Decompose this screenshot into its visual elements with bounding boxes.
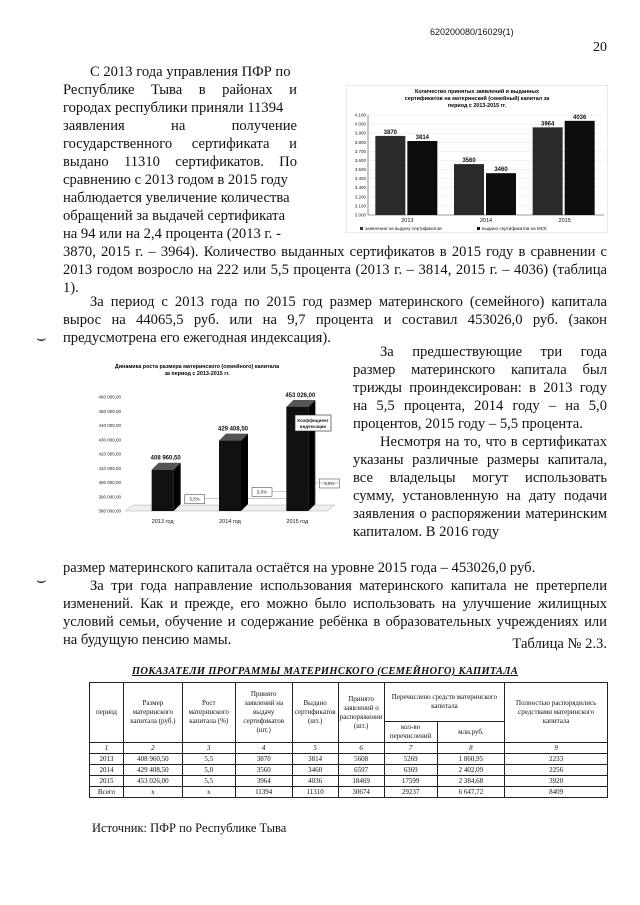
- text-block: За предшествующие три года размер материнского капитала был трижды проиндексирован: в 2013 году на 5,5 процента, 2014 году – на 5,0 процентов, 2015 году – 5,5 процента.: [353, 344, 607, 432]
- table-row: [90, 765, 608, 776]
- source-note: Источник: ПФР по Республике Тыва: [92, 821, 287, 835]
- bar-value-label: 3460: [494, 167, 508, 174]
- y-tick-label: 3.900: [354, 130, 366, 136]
- cell: 429 408,50: [123, 765, 182, 776]
- bar: [375, 136, 405, 215]
- bar: [152, 470, 174, 511]
- x-tick-label: 2013 год: [151, 519, 174, 525]
- cell: 6369: [384, 765, 437, 776]
- y-tick-label: 390 000,00: [98, 494, 121, 500]
- bar-value-label: 3870: [383, 129, 398, 136]
- x-tick-label: 2014: [479, 218, 493, 224]
- y-tick-label: 3.100: [354, 203, 366, 209]
- bar: [486, 173, 516, 215]
- cell: 18469: [338, 776, 384, 787]
- y-tick-label: 3.600: [354, 157, 366, 163]
- text-line: заявления на получение: [63, 118, 297, 134]
- text-line: обращений за выдачей сертификата: [63, 208, 286, 224]
- chart2-title-line1: Динамика роста размера материнского (семейного) капитала: [114, 364, 280, 370]
- y-tick-label: 3.700: [354, 148, 366, 154]
- bar-value-label: 3560: [462, 158, 476, 165]
- cell: 2233: [505, 754, 608, 765]
- bar: [565, 121, 595, 215]
- bar-value-label: 429 408,50: [217, 426, 249, 433]
- chart-applications-certificates: [346, 85, 608, 233]
- cell: 3814: [292, 754, 338, 765]
- x-tick-label: 2014 год: [219, 519, 241, 525]
- table-header-row: [90, 683, 608, 722]
- cell: 2015: [90, 776, 124, 787]
- bar-side: [174, 463, 181, 511]
- cell: 11310: [292, 787, 338, 798]
- cell: 2014: [90, 765, 124, 776]
- text-line: на 94 или на 2,4 процента (2013 г. -: [63, 226, 281, 242]
- cell: 5,0: [182, 765, 235, 776]
- cell: 6 647,72: [437, 787, 505, 798]
- cell: 8409: [505, 787, 608, 798]
- cell: 6597: [338, 765, 384, 776]
- text-line: государственного сертификата и: [63, 136, 297, 152]
- growth-label: 5,0%: [256, 489, 268, 495]
- bar: [454, 164, 484, 215]
- header-count: кол-во перечислений: [384, 722, 437, 743]
- cell: 3964: [235, 776, 292, 787]
- cell: 2 384,68: [437, 776, 505, 787]
- bar: [533, 127, 563, 215]
- table-number-row: [90, 743, 608, 754]
- chart1-title-line1: Количество принятых заявлений и выданных: [415, 89, 539, 95]
- cell: 29237: [384, 787, 437, 798]
- text-block: Несмотря на то, что в сертификатах указаны различные размеры капитала, все владельцы могут использовать сумму, установленную на дату подачи заявления о распоряжении материнским капиталом. В 2016 году: [353, 434, 607, 540]
- table-row: [90, 776, 608, 787]
- cell: 3560: [235, 765, 292, 776]
- cell: 453 026,00: [123, 776, 182, 787]
- x-tick-label: 2015: [558, 218, 571, 224]
- cell: 2256: [505, 765, 608, 776]
- paragraph-indexation: [353, 343, 607, 541]
- page-number: 20: [593, 40, 607, 55]
- paragraph-directions: За три года направление использования материнского капитала не претерпели изменений. Как и прежде, его можно было использовать на улучшение жилищных условий семьи, обучение и содержание ребёнка в образовательных учреждениях или на будущую пенсию мамы.: [63, 578, 607, 648]
- bar: [219, 441, 241, 511]
- y-tick-label: 4.000: [354, 121, 366, 127]
- chart1-title-line3: период с 2013-2015 гг.: [447, 103, 507, 109]
- y-tick-label: 3.000: [354, 212, 366, 218]
- cell: 17599: [384, 776, 437, 787]
- col-number: 7: [384, 743, 437, 754]
- table-label: Таблица № 2.3.: [512, 636, 607, 652]
- col-number: 2: [123, 743, 182, 754]
- table-row: [90, 754, 608, 765]
- indicators-table: [89, 682, 608, 798]
- text-line: С 2013 года управления ПФР по: [90, 64, 291, 80]
- cell: 1 860,95: [437, 754, 505, 765]
- cell: Всего: [90, 787, 124, 798]
- y-tick-label: 410 000,00: [98, 465, 121, 471]
- col-number: 5: [292, 743, 338, 754]
- table-row-total: [90, 787, 608, 798]
- text-line: Республике Тыва в районах и: [63, 82, 297, 98]
- x-tick-label: 2013: [401, 218, 414, 224]
- cell: 2 402,09: [437, 765, 505, 776]
- text-line: сравнению с 2013 годом в 2015 году: [63, 172, 288, 188]
- cell: 5,5: [182, 754, 235, 765]
- legend-item: заявления на выдачу сертификатов: [365, 226, 442, 231]
- paragraph-applications-continued: 3870, 2015 г. – 3964). Количество выданных сертификатов в 2015 году в сравнении с 2013 годом возросло на 222 или 5,5 процента (2013 г. – 3814, 2015 г. – 4036) (таблица 1).: [63, 244, 607, 296]
- growth-label: 5,5%: [324, 480, 335, 486]
- y-tick-label: 430 000,00: [98, 437, 121, 443]
- paragraph-applications-intro: [63, 63, 297, 243]
- cell: 4036: [292, 776, 338, 787]
- cell: 3460: [292, 765, 338, 776]
- cell: х: [182, 787, 235, 798]
- margin-mark: ⌣: [36, 330, 47, 347]
- callout-text: индексации: [299, 424, 327, 429]
- callout-text: Коэффициент: [297, 418, 329, 423]
- bar-value-label: 453 026,00: [285, 392, 316, 399]
- bar: [407, 141, 437, 215]
- y-tick-label: 3.400: [354, 176, 366, 182]
- bar-value-label: 4036: [572, 114, 587, 121]
- bar-value-label: 408 960,50: [150, 455, 181, 462]
- header-disposal: Принято заявлений о распоряжении (шт.): [338, 683, 384, 743]
- header-period: период: [90, 683, 124, 743]
- y-tick-label: 4.100: [354, 112, 366, 118]
- col-number: 8: [437, 743, 505, 754]
- y-tick-label: 3.800: [354, 139, 366, 145]
- y-tick-label: 3.500: [354, 167, 366, 173]
- cell: 5,5: [182, 776, 235, 787]
- cell: 5608: [338, 754, 384, 765]
- col-number: 6: [338, 743, 384, 754]
- col-number: 4: [235, 743, 292, 754]
- cell: 5269: [384, 754, 437, 765]
- bar-value-label: 3814: [415, 135, 430, 141]
- cell: 408 960,50: [123, 754, 182, 765]
- col-number: 1: [90, 743, 124, 754]
- text-line: выдано 11310 сертификатов. По: [63, 154, 297, 170]
- text-line: наблюдается увеличение количества: [63, 190, 290, 206]
- header-fully: Полностью распорядились средствами материнского капитала: [505, 683, 608, 743]
- y-tick-label: 460 000,00: [98, 394, 121, 400]
- col-number: 9: [505, 743, 608, 754]
- cell: 30674: [338, 787, 384, 798]
- legend-item: выдано сертификатов на МСК: [482, 226, 547, 231]
- chart-capital-dynamics: [87, 351, 345, 535]
- header-size: Размер материнского капитала (руб.): [123, 683, 182, 743]
- header-issued: Выдано сертификатов (шт.): [292, 683, 338, 743]
- margin-mark: ⌣: [36, 572, 47, 589]
- cell: х: [123, 787, 182, 798]
- cell: 3870: [235, 754, 292, 765]
- y-tick-label: 400 000,00: [98, 480, 121, 485]
- paragraph-indexation-tail: размер материнского капитала остаётся на уровне 2015 года – 453026,0 руб.: [63, 560, 536, 576]
- y-tick-label: 3.300: [354, 185, 366, 191]
- bar-side: [241, 434, 248, 511]
- y-tick-label: 380 000,00: [98, 508, 121, 514]
- header-mln: млн.руб.: [437, 722, 505, 743]
- cell: 3920: [505, 776, 608, 787]
- cell: 11394: [235, 787, 292, 798]
- y-tick-label: 3.200: [354, 194, 366, 200]
- y-tick-label: 420 000,00: [98, 451, 121, 457]
- bar-value-label: 3964: [540, 121, 555, 128]
- header-growth: Рост материнского капитала (%): [182, 683, 235, 743]
- header-accepted: Принято заявлений на выдачу сертификатов (шт.): [235, 683, 292, 743]
- growth-label: 5,5%: [189, 496, 200, 502]
- chart1-title-line2: сертификатов на материнский (семейный) капитал за: [404, 96, 550, 102]
- document-id: 620200080/16029(1): [430, 27, 514, 37]
- table-title: ПОКАЗАТЕЛИ ПРОГРАММЫ МАТЕРИНСКОГО (СЕМЕЙНОГО) КАПИТАЛА: [131, 666, 519, 677]
- header-transferred: Перечислено средств материнского капитала: [384, 683, 505, 722]
- text-line: городах республики приняли 11394: [63, 100, 284, 116]
- paragraph-capital-growth: За период с 2013 года по 2015 год размер материнского (семейного) капитала вырос на 44065,5 руб. или на 9,7 процента и составил 453026,0 руб. (закон предусмотрена его ежегодная индексация).: [63, 294, 607, 346]
- cell: 2013: [90, 754, 124, 765]
- chart2-title-line2: за период с 2013-2015 гг.: [164, 371, 230, 377]
- y-tick-label: 450 000,00: [98, 408, 121, 414]
- y-tick-label: 440 000,00: [98, 423, 121, 428]
- x-tick-label: 2015 год: [286, 519, 309, 525]
- col-number: 3: [182, 743, 235, 754]
